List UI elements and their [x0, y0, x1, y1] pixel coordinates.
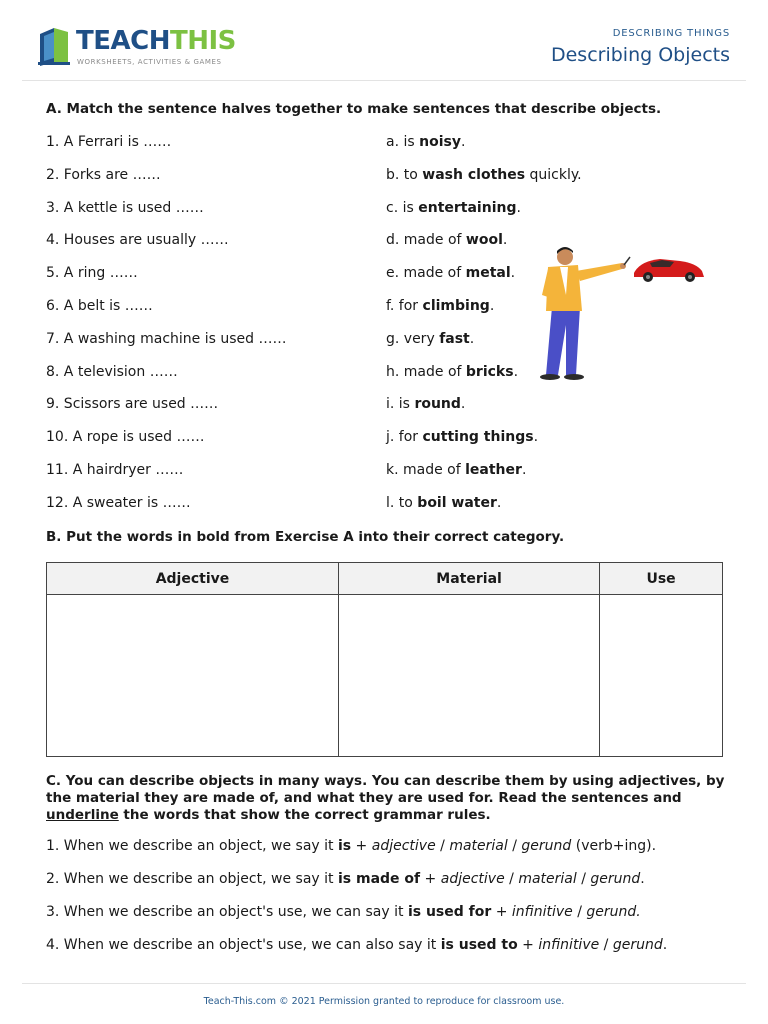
- sentence-start-item: 2. Forks are ……: [46, 166, 161, 183]
- plus-sign: +: [517, 937, 539, 953]
- sentence-end-item: [386, 298, 494, 314]
- header-category: DESCRIBING THINGS: [612, 28, 730, 39]
- sentence-end-prefix: k. made of: [386, 462, 466, 478]
- sentence-end-suffix: .: [489, 298, 495, 314]
- sentence-start-item: 6. A belt is ……: [46, 298, 153, 314]
- rule-text: 3. When we describe an object's use, we can say it: [46, 904, 408, 920]
- sentence-end-suffix: .: [510, 265, 516, 282]
- category-table: [46, 562, 723, 757]
- section-a-title: A. Match the sentence halves together to make sentences that describe objects.: [46, 101, 662, 117]
- sentence-end-suffix: .: [516, 199, 521, 216]
- plus-sign: +: [491, 904, 512, 920]
- bold-keyword: climbing: [422, 298, 490, 314]
- rule-keyword: is used for: [407, 904, 492, 920]
- grammar-rule-item: [46, 838, 656, 854]
- logo-tagline: WORKSHEETS, ACTIVITIES & GAMES: [77, 58, 222, 66]
- slash-separator: /: [572, 904, 587, 920]
- book-logo-icon: [36, 24, 74, 68]
- option-2: gerund: [612, 937, 663, 953]
- option-2: gerund.: [586, 904, 641, 920]
- grammar-rule-item: [46, 871, 645, 887]
- sentence-start-item: 10. A rope is used ……: [46, 429, 205, 446]
- option-1: adjective: [440, 871, 505, 887]
- sentence-end-prefix: a. is: [386, 134, 420, 150]
- column-header-use: Use: [600, 563, 723, 595]
- option-1: infinitive: [538, 937, 600, 953]
- sentence-start-item: 3. A kettle is used ……: [46, 199, 204, 216]
- bold-keyword: entertaining: [418, 199, 517, 216]
- rule-suffix: .: [640, 871, 645, 887]
- sentence-start-item: 9. Scissors are used ……: [46, 396, 219, 413]
- sentence-end-prefix: e. made of: [386, 265, 466, 282]
- sentence-end-item: [386, 200, 521, 216]
- bold-keyword: noisy: [419, 134, 461, 150]
- sentence-end-suffix: .: [502, 232, 508, 249]
- option-1: adjective: [371, 838, 436, 854]
- slash-separator: /: [507, 838, 522, 854]
- column-header-material: Material: [338, 563, 599, 595]
- bold-keyword: wash clothes: [422, 166, 526, 183]
- sentence-start-item: 1. A Ferrari is ……: [46, 134, 172, 150]
- option-2: material: [518, 871, 577, 887]
- option-3: gerund: [590, 871, 641, 887]
- use-answer-cell[interactable]: [600, 595, 723, 757]
- page-header: [22, 18, 746, 81]
- man-with-pointer-illustration: [530, 245, 730, 385]
- slash-separator: /: [435, 838, 450, 854]
- bold-keyword: wool: [465, 232, 503, 249]
- bold-keyword: fast: [439, 330, 470, 347]
- sentence-end-item: [386, 396, 465, 412]
- section-b-title: B. Put the words in bold from Exercise A into their correct category.: [46, 529, 565, 545]
- section-c-instructions: [46, 773, 736, 824]
- sentence-start-item: 11. A hairdryer ……: [46, 462, 184, 478]
- option-3: gerund: [521, 838, 572, 854]
- sentence-end-suffix: .: [469, 330, 475, 347]
- grammar-rule-item: [46, 937, 667, 953]
- sentence-end-prefix: l. to: [386, 494, 418, 511]
- sentence-start-item: 4. Houses are usually ……: [46, 232, 229, 249]
- rule-suffix: .: [662, 937, 668, 953]
- slash-separator: /: [504, 871, 519, 887]
- sentence-end-item: [386, 462, 526, 478]
- option-2: material: [449, 838, 508, 854]
- bold-keyword: bricks: [465, 363, 514, 380]
- sentence-end-suffix: .: [533, 429, 539, 446]
- rule-suffix: (verb+ing).: [571, 838, 657, 854]
- logo-word-this: THIS: [169, 26, 236, 56]
- sentence-end-prefix: j. for: [386, 429, 423, 446]
- logo-wordmark: [76, 26, 236, 56]
- sentence-end-item: [386, 134, 465, 150]
- bold-keyword: cutting things: [422, 429, 534, 446]
- sentence-end-item: [386, 331, 474, 347]
- footer-divider: [22, 983, 746, 984]
- sentence-end-prefix: d. made of: [386, 232, 466, 249]
- column-header-adjective: Adjective: [47, 563, 339, 595]
- sentence-end-prefix: i. is: [386, 396, 415, 413]
- adjective-answer-cell[interactable]: [47, 595, 339, 757]
- sentence-start-item: 5. A ring ……: [46, 265, 138, 282]
- logo-word-teach: TEACH: [76, 26, 170, 56]
- bold-keyword: round: [414, 396, 461, 413]
- underline-keyword: underline: [46, 807, 119, 823]
- plus-sign: +: [420, 871, 441, 887]
- sentence-end-suffix: quickly.: [525, 166, 582, 183]
- page-title: Describing Objects: [550, 44, 730, 66]
- sentence-end-item: [386, 364, 518, 380]
- sentence-end-item: [386, 429, 538, 445]
- sentence-end-prefix: f. for: [386, 298, 423, 314]
- rule-text: 4. When we describe an object's use, we can also say it: [46, 937, 441, 953]
- sentence-end-item: [386, 495, 501, 511]
- option-1: infinitive: [511, 904, 573, 920]
- sentence-start-item: 12. A sweater is ……: [46, 494, 191, 511]
- grammar-rule-item: [46, 904, 641, 920]
- footer-copyright: Teach-This.com © 2021 Permission granted to reproduce for classroom use.: [203, 996, 565, 1007]
- rule-keyword: is: [337, 838, 352, 854]
- sentence-end-prefix: g. very: [386, 330, 440, 347]
- sentence-end-suffix: .: [513, 363, 519, 380]
- sentence-end-prefix: b. to: [386, 166, 423, 183]
- teach-this-logo: [36, 24, 236, 68]
- sentence-end-prefix: h. made of: [386, 363, 466, 380]
- plus-sign: +: [351, 838, 372, 854]
- bold-keyword: boil water: [417, 494, 497, 511]
- slash-separator: /: [576, 871, 591, 887]
- section-c-intro-text-end: the words that show the correct grammar rules.: [118, 807, 491, 823]
- sentence-end-item: [386, 265, 515, 281]
- sentence-end-suffix: .: [460, 134, 466, 150]
- sentence-start-item: 8. A television ……: [46, 363, 178, 380]
- sentence-end-item: [386, 167, 582, 183]
- material-answer-cell[interactable]: [338, 595, 599, 757]
- sentence-end-suffix: .: [521, 462, 527, 478]
- sentence-end-suffix: .: [460, 396, 466, 413]
- rule-text: 1. When we describe an object, we say it: [46, 838, 338, 854]
- sentence-end-prefix: c. is: [386, 199, 419, 216]
- section-c-intro-text: C. You can describe objects in many ways. You can describe them by using adjectives, by the material they are made of, and what they are used for. Read the sentences and: [46, 773, 725, 806]
- rule-keyword: is made of: [337, 871, 421, 887]
- sentence-end-item: [386, 232, 507, 248]
- sentence-end-suffix: .: [496, 494, 502, 511]
- rule-text: 2. When we describe an object, we say it: [46, 871, 338, 887]
- sentence-start-item: 7. A washing machine is used ……: [46, 330, 287, 347]
- bold-keyword: metal: [465, 265, 511, 282]
- red-car-icon: [634, 259, 704, 282]
- rule-keyword: is used to: [440, 937, 518, 953]
- bold-keyword: leather: [465, 462, 522, 478]
- slash-separator: /: [599, 937, 613, 953]
